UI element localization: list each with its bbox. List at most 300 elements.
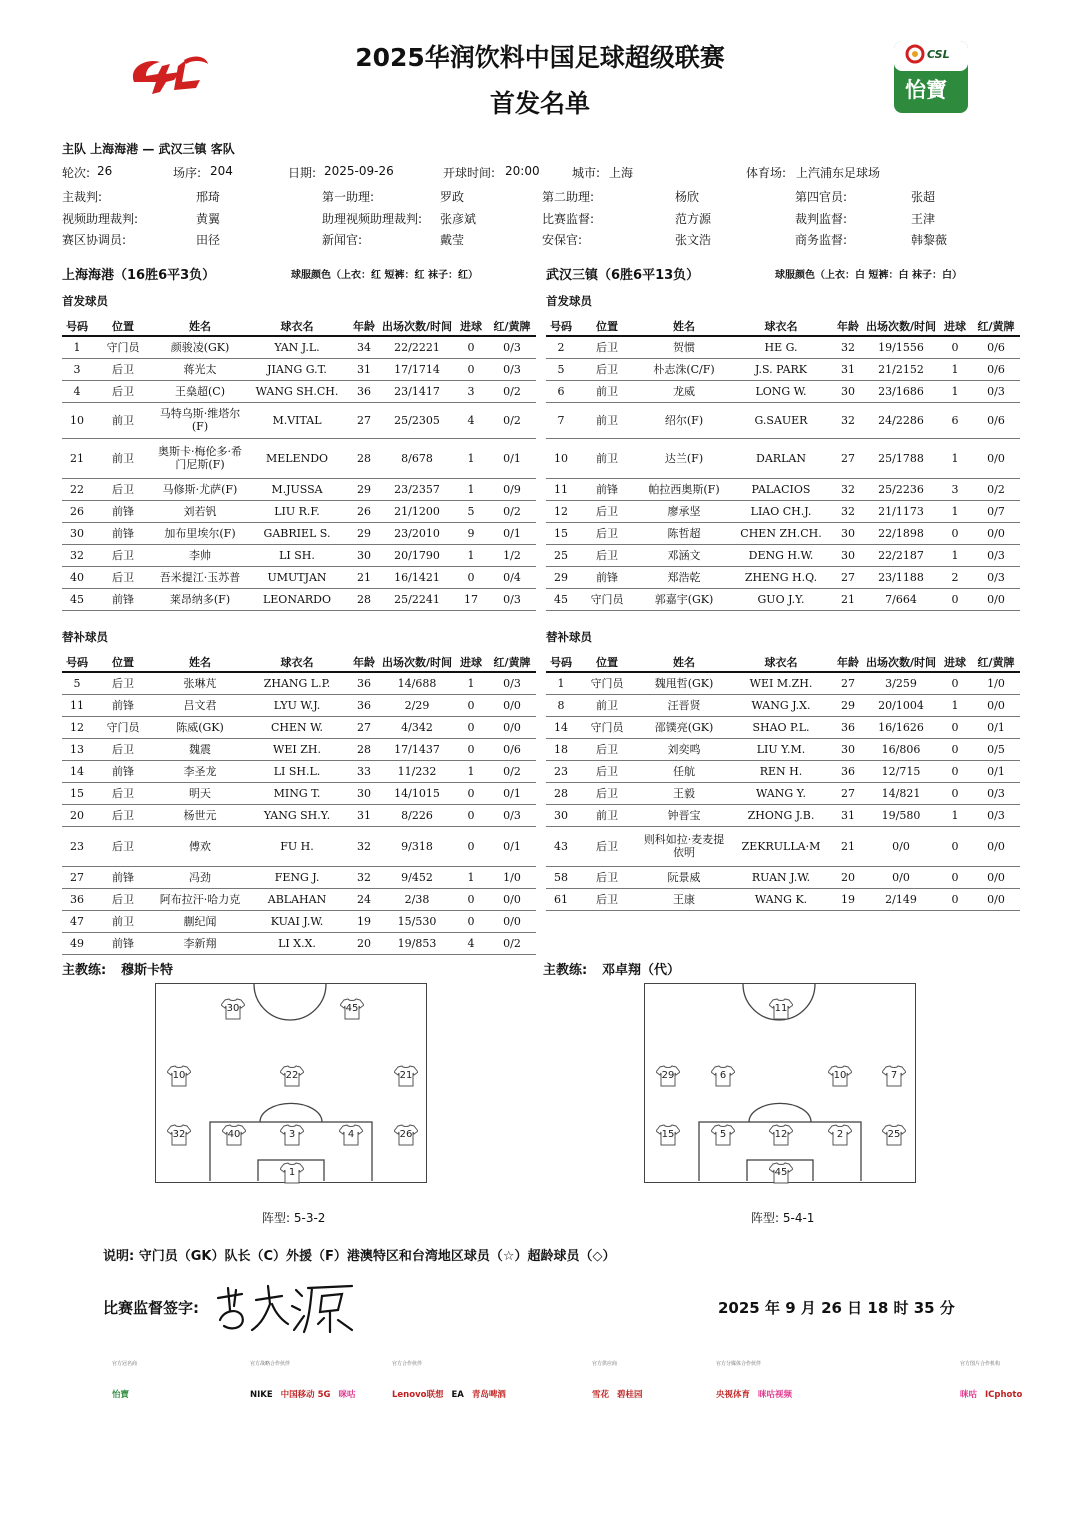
table-cell: 2/149 bbox=[864, 888, 938, 910]
away-coach-name: 邓卓翔（代） bbox=[602, 963, 681, 978]
table-cell: 帕拉西奥斯(F) bbox=[638, 478, 730, 500]
table-row bbox=[62, 478, 536, 500]
table-row bbox=[546, 478, 1020, 500]
table-row bbox=[546, 826, 1020, 866]
date-value: 2025-09-26 bbox=[324, 164, 394, 178]
table-cell: 29 bbox=[348, 478, 380, 500]
table-cell: 1/0 bbox=[488, 866, 536, 888]
handwritten-signature bbox=[212, 1280, 362, 1336]
table-cell: 14 bbox=[62, 760, 92, 782]
table-cell: 32 bbox=[62, 544, 92, 566]
table-cell: 45 bbox=[546, 588, 576, 610]
table-row bbox=[546, 358, 1020, 380]
away-coach-label: 主教练: bbox=[543, 963, 588, 978]
table-cell: 0/1 bbox=[488, 782, 536, 804]
column-header: 年龄 bbox=[348, 316, 380, 336]
table-cell: 25 bbox=[546, 544, 576, 566]
table-cell: 1 bbox=[454, 478, 488, 500]
table-cell: 22/1898 bbox=[864, 522, 938, 544]
table-cell: MELENDO bbox=[246, 438, 348, 478]
home-kit-colors: 球服颜色（上衣：红 短裤：红 袜子：红） bbox=[291, 270, 478, 281]
table-cell: 29 bbox=[348, 522, 380, 544]
table-cell: 刘若钒 bbox=[154, 500, 246, 522]
jersey-number: 45 bbox=[345, 1003, 359, 1014]
jersey-icon bbox=[711, 1124, 735, 1146]
table-cell: 0/3 bbox=[972, 566, 1020, 588]
table-cell: 10 bbox=[546, 438, 576, 478]
table-cell: LI X.X. bbox=[246, 932, 348, 954]
column-header: 球衣名 bbox=[246, 316, 348, 336]
table-cell: 0/4 bbox=[488, 566, 536, 588]
table-cell: 1 bbox=[938, 358, 972, 380]
table-cell: 0/1 bbox=[488, 522, 536, 544]
table-cell: 12 bbox=[62, 716, 92, 738]
table-cell: 李圣龙 bbox=[154, 760, 246, 782]
table-cell: 5 bbox=[454, 500, 488, 522]
table-cell: 27 bbox=[62, 866, 92, 888]
official-name: 戴莹 bbox=[440, 233, 465, 247]
table-cell: REN H. bbox=[730, 760, 832, 782]
jersey-icon bbox=[656, 1124, 680, 1146]
table-cell: 7 bbox=[546, 402, 576, 438]
table-row bbox=[546, 888, 1020, 910]
table-cell: 则科如拉·麦麦提依明 bbox=[638, 826, 730, 866]
table-header-row bbox=[62, 652, 536, 672]
away-formation-pitch bbox=[644, 983, 916, 1183]
table-cell: 27 bbox=[832, 782, 864, 804]
table-cell: 1 bbox=[938, 804, 972, 826]
table-row bbox=[62, 826, 536, 866]
table-cell: 0/3 bbox=[488, 358, 536, 380]
sponsor-logo: 咪咕 bbox=[960, 1390, 978, 1400]
table-cell: 23 bbox=[546, 760, 576, 782]
table-cell: 廖承坚 bbox=[638, 500, 730, 522]
table-cell: 36 bbox=[348, 672, 380, 694]
table-cell: 0 bbox=[938, 336, 972, 358]
column-header: 姓名 bbox=[638, 652, 730, 672]
city-value: 上海 bbox=[609, 166, 634, 180]
table-cell: 5 bbox=[62, 672, 92, 694]
official-name: 张彦斌 bbox=[440, 212, 477, 226]
column-header: 球衣名 bbox=[730, 316, 832, 336]
table-cell: RUAN J.W. bbox=[730, 866, 832, 888]
table-cell: 0/3 bbox=[488, 588, 536, 610]
official-label: 安保官: bbox=[542, 233, 583, 247]
table-row bbox=[546, 566, 1020, 588]
table-cell: 10 bbox=[62, 402, 92, 438]
table-cell: 前锋 bbox=[92, 500, 154, 522]
jersey-number: 5 bbox=[719, 1129, 727, 1140]
table-cell: 绍尔(F) bbox=[638, 402, 730, 438]
table-cell: 43 bbox=[546, 826, 576, 866]
table-cell: 汪晋贤 bbox=[638, 694, 730, 716]
table-row bbox=[62, 888, 536, 910]
table-cell: 后卫 bbox=[92, 804, 154, 826]
column-header: 号码 bbox=[546, 316, 576, 336]
table-cell: 0/3 bbox=[488, 672, 536, 694]
table-cell: 21/1200 bbox=[380, 500, 454, 522]
table-cell: 前卫 bbox=[576, 380, 638, 402]
table-cell: M.VITAL bbox=[246, 402, 348, 438]
table-cell: 27 bbox=[832, 672, 864, 694]
table-cell: PALACIOS bbox=[730, 478, 832, 500]
table-cell: 钟晋宝 bbox=[638, 804, 730, 826]
table-cell: 14/821 bbox=[864, 782, 938, 804]
official-label: 新闻官: bbox=[322, 233, 363, 247]
away-team-header: 武汉三镇（6胜6平13负） bbox=[546, 268, 700, 283]
table-cell: ZHANG L.P. bbox=[246, 672, 348, 694]
table-cell: 后卫 bbox=[576, 336, 638, 358]
table-cell: 4/342 bbox=[380, 716, 454, 738]
table-cell: 王燊超(C) bbox=[154, 380, 246, 402]
sponsor-logo: 碧桂园 bbox=[617, 1390, 643, 1400]
table-row bbox=[62, 866, 536, 888]
table-cell: 21 bbox=[832, 826, 864, 866]
table-cell: 36 bbox=[62, 888, 92, 910]
kickoff-value: 20:00 bbox=[505, 164, 540, 178]
table-cell: 0 bbox=[938, 782, 972, 804]
table-cell: DARLAN bbox=[730, 438, 832, 478]
table-cell: 李新翔 bbox=[154, 932, 246, 954]
table-cell: 27 bbox=[348, 716, 380, 738]
match-no-label: 场序: bbox=[173, 166, 202, 180]
away-subs-table bbox=[546, 652, 1020, 911]
table-cell: 32 bbox=[832, 336, 864, 358]
sponsor-group bbox=[592, 1360, 651, 1401]
table-cell: 32 bbox=[832, 478, 864, 500]
table-row bbox=[62, 358, 536, 380]
table-cell: 29 bbox=[546, 566, 576, 588]
table-cell: FENG J. bbox=[246, 866, 348, 888]
table-cell: 0/0 bbox=[864, 826, 938, 866]
table-cell: 前锋 bbox=[92, 522, 154, 544]
table-cell: KUAI J.W. bbox=[246, 910, 348, 932]
column-header: 年龄 bbox=[832, 316, 864, 336]
table-cell: 30 bbox=[832, 522, 864, 544]
table-cell: 36 bbox=[832, 716, 864, 738]
table-cell: YAN J.L. bbox=[246, 336, 348, 358]
column-header: 出场次数/时间 bbox=[864, 652, 938, 672]
jersey-number: 15 bbox=[661, 1129, 675, 1140]
table-row bbox=[546, 438, 1020, 478]
table-cell: 前锋 bbox=[92, 694, 154, 716]
table-cell: 0 bbox=[938, 716, 972, 738]
table-cell: 0/0 bbox=[488, 888, 536, 910]
table-cell: 刘奕鸣 bbox=[638, 738, 730, 760]
table-cell: 后卫 bbox=[92, 358, 154, 380]
table-row bbox=[62, 402, 536, 438]
official-name: 范方源 bbox=[675, 212, 712, 226]
table-cell: 0/0 bbox=[972, 522, 1020, 544]
table-cell: 28 bbox=[348, 438, 380, 478]
table-cell: 20 bbox=[62, 804, 92, 826]
table-cell: 0/6 bbox=[972, 336, 1020, 358]
table-cell: 后卫 bbox=[92, 478, 154, 500]
table-header-row bbox=[62, 316, 536, 336]
table-cell: 后卫 bbox=[92, 826, 154, 866]
table-cell: 任航 bbox=[638, 760, 730, 782]
table-cell: 后卫 bbox=[576, 544, 638, 566]
table-cell: 朴志洙(C/F) bbox=[638, 358, 730, 380]
table-cell: 守门员 bbox=[576, 588, 638, 610]
jersey-icon bbox=[769, 1162, 793, 1184]
table-cell: 1 bbox=[454, 544, 488, 566]
table-cell: LI SH. bbox=[246, 544, 348, 566]
round-label: 轮次: bbox=[62, 166, 91, 180]
table-cell: 阿布拉汗·哈力克 bbox=[154, 888, 246, 910]
table-cell: WANG K. bbox=[730, 888, 832, 910]
official-label: 赛区协调员: bbox=[62, 233, 127, 247]
table-cell: 16/1421 bbox=[380, 566, 454, 588]
table-cell: 0/2 bbox=[488, 500, 536, 522]
table-cell: 23/1188 bbox=[864, 566, 938, 588]
table-cell: 8/226 bbox=[380, 804, 454, 826]
official-name: 田径 bbox=[196, 233, 221, 247]
sponsor-category: 官方冠名商 bbox=[112, 1361, 138, 1367]
official-label: 助理视频助理裁判: bbox=[322, 212, 423, 226]
table-cell: 0/0 bbox=[972, 438, 1020, 478]
table-cell: 0/9 bbox=[488, 478, 536, 500]
table-row bbox=[62, 804, 536, 826]
table-cell: 0/2 bbox=[488, 760, 536, 782]
table-cell: 0 bbox=[938, 826, 972, 866]
table-cell: 30 bbox=[348, 782, 380, 804]
sponsor-logo: 青岛啤酒 bbox=[471, 1390, 506, 1400]
table-cell: 21 bbox=[832, 588, 864, 610]
table-cell: 2/38 bbox=[380, 888, 454, 910]
table-cell: 31 bbox=[348, 358, 380, 380]
table-cell: 6 bbox=[546, 380, 576, 402]
table-cell: 2 bbox=[546, 336, 576, 358]
table-cell: LIAO CH.J. bbox=[730, 500, 832, 522]
table-row bbox=[546, 738, 1020, 760]
table-cell: 吾米提江·玉苏普 bbox=[154, 566, 246, 588]
table-cell: 前锋 bbox=[92, 932, 154, 954]
table-cell: 29 bbox=[832, 694, 864, 716]
table-cell: 58 bbox=[546, 866, 576, 888]
table-cell: 0 bbox=[454, 358, 488, 380]
jersey-icon bbox=[280, 1162, 304, 1184]
kickoff-label: 开球时间: bbox=[443, 166, 496, 180]
table-cell: WEI ZH. bbox=[246, 738, 348, 760]
table-cell: 后卫 bbox=[576, 826, 638, 866]
table-cell: 22/2221 bbox=[380, 336, 454, 358]
csl-sponsor-text: 怡寶 bbox=[905, 78, 947, 102]
table-cell: 4 bbox=[62, 380, 92, 402]
jersey-number: 26 bbox=[399, 1129, 413, 1140]
sponsor-logo: Lenovo联想 bbox=[392, 1390, 444, 1400]
official-label: 裁判监督: bbox=[795, 212, 848, 226]
table-cell: 0 bbox=[938, 588, 972, 610]
table-row bbox=[546, 402, 1020, 438]
table-cell: 14 bbox=[546, 716, 576, 738]
table-cell: 31 bbox=[348, 804, 380, 826]
table-cell: 9/318 bbox=[380, 826, 454, 866]
table-cell: 前卫 bbox=[576, 694, 638, 716]
table-row bbox=[546, 672, 1020, 694]
table-cell: 28 bbox=[348, 738, 380, 760]
table-cell: LYU W.J. bbox=[246, 694, 348, 716]
table-cell: 25/2241 bbox=[380, 588, 454, 610]
table-cell: 19/1556 bbox=[864, 336, 938, 358]
table-row bbox=[62, 500, 536, 522]
table-header-row bbox=[546, 652, 1020, 672]
table-cell: LEONARDO bbox=[246, 588, 348, 610]
table-cell: 23/1686 bbox=[864, 380, 938, 402]
table-cell: 1/0 bbox=[972, 672, 1020, 694]
table-cell: 邓涵文 bbox=[638, 544, 730, 566]
table-row bbox=[546, 588, 1020, 610]
table-cell: 19/853 bbox=[380, 932, 454, 954]
jersey-icon bbox=[221, 998, 245, 1020]
table-cell: 9 bbox=[454, 522, 488, 544]
table-cell: 24/2286 bbox=[864, 402, 938, 438]
table-cell: 王康 bbox=[638, 888, 730, 910]
away-starting-table bbox=[546, 316, 1020, 611]
home-coach-label: 主教练: bbox=[62, 963, 107, 978]
signature-label: 比赛监督签字: bbox=[103, 1299, 199, 1317]
table-cell: 1 bbox=[454, 866, 488, 888]
table-cell: 6 bbox=[938, 402, 972, 438]
table-cell: ZHENG H.Q. bbox=[730, 566, 832, 588]
jersey-icon bbox=[711, 1065, 735, 1087]
table-cell: 0/2 bbox=[488, 932, 536, 954]
sponsor-logo: EA bbox=[451, 1390, 464, 1400]
table-cell: 前锋 bbox=[92, 588, 154, 610]
table-cell: 26 bbox=[348, 500, 380, 522]
table-cell: MING T. bbox=[246, 782, 348, 804]
jersey-icon bbox=[280, 1065, 304, 1087]
column-header: 出场次数/时间 bbox=[380, 316, 454, 336]
jersey-number: 32 bbox=[172, 1129, 186, 1140]
table-cell: 25/2305 bbox=[380, 402, 454, 438]
jersey-icon bbox=[828, 1065, 852, 1087]
document-title: 2025华润饮料中国足球超级联赛 bbox=[355, 43, 725, 72]
table-cell: 前卫 bbox=[92, 910, 154, 932]
jersey-number: 29 bbox=[661, 1070, 675, 1081]
home-formation-pitch bbox=[155, 983, 427, 1183]
table-cell: 45 bbox=[62, 588, 92, 610]
table-cell: 47 bbox=[62, 910, 92, 932]
table-cell: 0/0 bbox=[864, 866, 938, 888]
column-header: 红/黄牌 bbox=[488, 652, 536, 672]
column-header: 年龄 bbox=[832, 652, 864, 672]
table-cell: 30 bbox=[832, 544, 864, 566]
table-cell: 马修斯·尤萨(F) bbox=[154, 478, 246, 500]
table-cell: 15 bbox=[546, 522, 576, 544]
table-cell: 0/2 bbox=[488, 402, 536, 438]
table-cell: HE G. bbox=[730, 336, 832, 358]
table-cell: 莱昂纳多(F) bbox=[154, 588, 246, 610]
table-cell: 20/1004 bbox=[864, 694, 938, 716]
table-cell: 20 bbox=[832, 866, 864, 888]
column-header: 出场次数/时间 bbox=[380, 652, 454, 672]
away-kit-colors: 球服颜色（上衣：白 短裤：白 袜子：白） bbox=[775, 270, 962, 281]
table-cell: 40 bbox=[62, 566, 92, 588]
sponsor-logo: 怡寶 bbox=[112, 1390, 130, 1400]
table-cell: 后卫 bbox=[576, 866, 638, 888]
jersey-number: 6 bbox=[719, 1070, 727, 1081]
table-cell: 陈威(GK) bbox=[154, 716, 246, 738]
table-cell: 0/0 bbox=[488, 910, 536, 932]
table-cell: 11 bbox=[62, 694, 92, 716]
table-cell: LIU R.F. bbox=[246, 500, 348, 522]
column-header: 进球 bbox=[938, 316, 972, 336]
table-cell: 36 bbox=[348, 694, 380, 716]
official-label: 第四官员: bbox=[795, 190, 848, 204]
table-cell: 0/0 bbox=[972, 588, 1020, 610]
jersey-number: 2 bbox=[836, 1129, 844, 1140]
table-cell: JIANG G.T. bbox=[246, 358, 348, 380]
table-cell: 魏甩哲(GK) bbox=[638, 672, 730, 694]
home-formation: 阵型: 5-3-2 bbox=[262, 1211, 326, 1225]
table-cell: 0/2 bbox=[488, 380, 536, 402]
table-cell: 32 bbox=[348, 866, 380, 888]
table-cell: WEI M.ZH. bbox=[730, 672, 832, 694]
table-cell: 0/3 bbox=[972, 380, 1020, 402]
table-cell: 14/1015 bbox=[380, 782, 454, 804]
column-header: 红/黄牌 bbox=[972, 652, 1020, 672]
jersey-icon bbox=[394, 1065, 418, 1087]
official-name: 罗政 bbox=[440, 190, 465, 204]
table-cell: 0/0 bbox=[488, 716, 536, 738]
table-cell: 21 bbox=[348, 566, 380, 588]
table-row bbox=[546, 760, 1020, 782]
column-header: 进球 bbox=[454, 316, 488, 336]
table-cell: 7/664 bbox=[864, 588, 938, 610]
table-cell: 19 bbox=[832, 888, 864, 910]
table-cell: 3 bbox=[454, 380, 488, 402]
table-row bbox=[62, 716, 536, 738]
table-cell: 贺惯 bbox=[638, 336, 730, 358]
sponsor-logo: ICphoto bbox=[985, 1390, 1023, 1400]
table-cell: 0/3 bbox=[488, 804, 536, 826]
table-cell: 12 bbox=[546, 500, 576, 522]
table-cell: 14/688 bbox=[380, 672, 454, 694]
column-header: 出场次数/时间 bbox=[864, 316, 938, 336]
table-cell: 11 bbox=[546, 478, 576, 500]
table-cell: 3/259 bbox=[864, 672, 938, 694]
table-cell: 0 bbox=[938, 888, 972, 910]
jersey-number: 10 bbox=[172, 1070, 186, 1081]
jersey-number: 45 bbox=[774, 1167, 788, 1178]
official-name: 杨欣 bbox=[675, 190, 700, 204]
table-cell: 后卫 bbox=[576, 522, 638, 544]
table-cell: 蒯纪闻 bbox=[154, 910, 246, 932]
table-cell: 16/1626 bbox=[864, 716, 938, 738]
table-cell: 0 bbox=[454, 738, 488, 760]
sponsor-logo: 咪咕 bbox=[338, 1390, 356, 1400]
column-header: 位置 bbox=[576, 652, 638, 672]
table-row bbox=[62, 336, 536, 358]
table-cell: 蒋光太 bbox=[154, 358, 246, 380]
table-cell: 0/6 bbox=[972, 402, 1020, 438]
table-cell: 0/1 bbox=[488, 438, 536, 478]
table-row bbox=[62, 672, 536, 694]
table-cell: 加布里埃尔(F) bbox=[154, 522, 246, 544]
official-label: 商务监督: bbox=[795, 233, 848, 247]
table-cell: 0 bbox=[938, 738, 972, 760]
table-row bbox=[546, 500, 1020, 522]
table-cell: 0 bbox=[454, 888, 488, 910]
city-label: 城市: bbox=[572, 166, 601, 180]
home-subs-table bbox=[62, 652, 536, 955]
jersey-number: 4 bbox=[347, 1129, 355, 1140]
table-cell: LI SH.L. bbox=[246, 760, 348, 782]
sponsor-logo: 咪咕视频 bbox=[758, 1390, 793, 1400]
table-cell: 0/0 bbox=[972, 866, 1020, 888]
table-cell: 22 bbox=[62, 478, 92, 500]
